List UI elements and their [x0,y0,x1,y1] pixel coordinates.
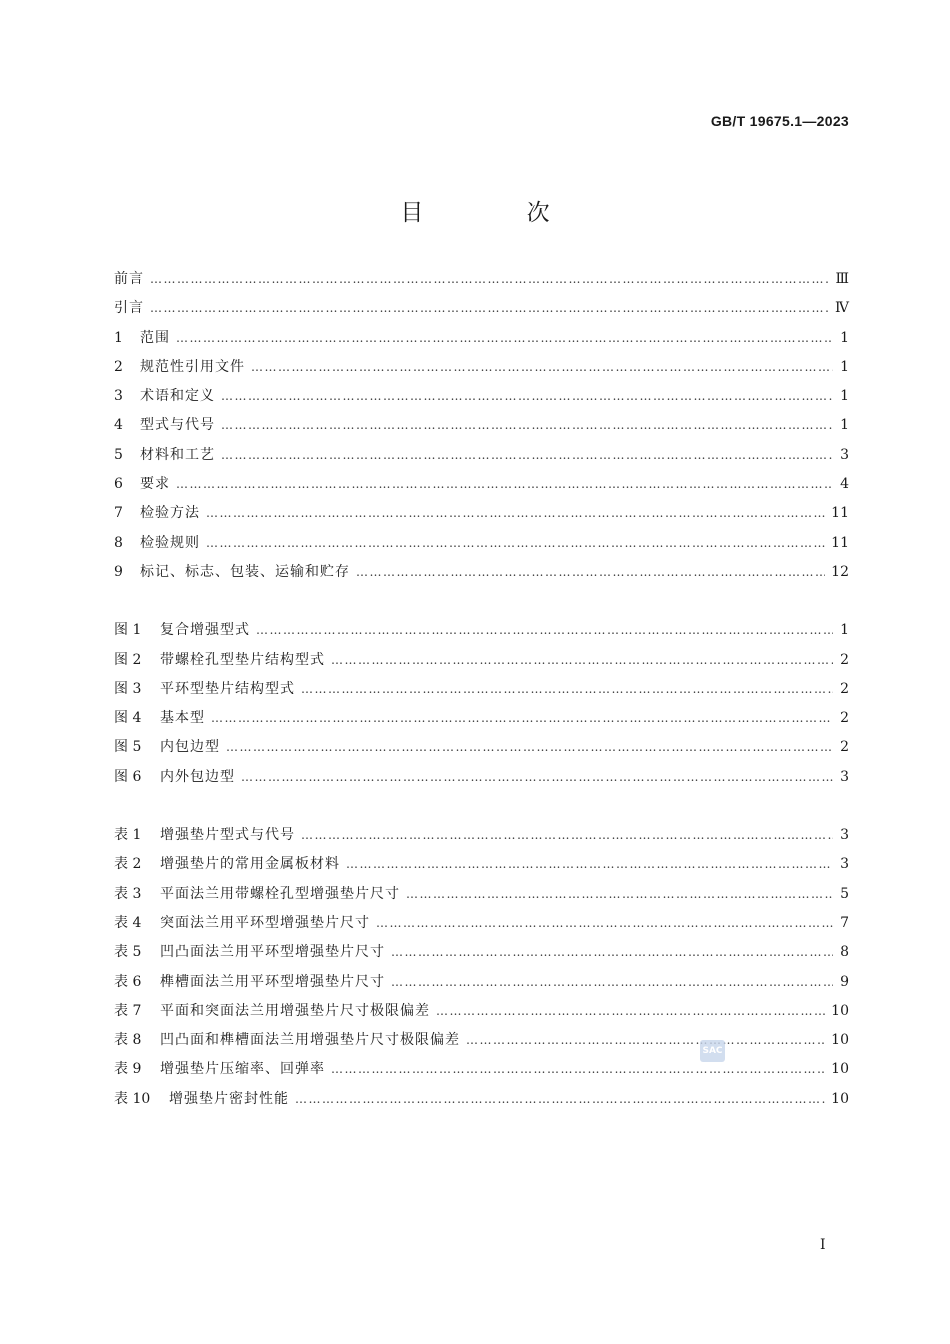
toc-page: 2 [840,651,849,668]
standard-code: GB/T 19675.1—2023 [710,113,849,129]
toc-number: 9 [114,563,123,580]
toc-leader-dots [295,1092,825,1106]
figure-label: 平环型垫片结构型式 [160,680,295,697]
figure-label: 复合增强型式 [160,622,250,639]
table-number: 表 10 [114,1090,151,1107]
table-label: 突面法兰用平环型增强垫片尺寸 [160,914,370,931]
table-label: 增强垫片的常用金属板材料 [160,856,340,873]
toc-page: 10 [831,1061,849,1078]
toc-leader-dots [226,740,833,754]
toc-page: 9 [840,973,849,990]
toc-item-introduction[interactable] [114,297,849,326]
section-gap [114,795,849,824]
table-number: 表 5 [114,944,142,961]
toc-number: 1 [114,329,123,346]
toc-table-5[interactable] [114,941,849,970]
toc-page: Ⅲ [835,271,849,287]
toc-leader-dots [241,770,833,784]
toc-leader-dots [211,711,833,725]
toc-page: 1 [840,358,849,375]
table-number: 表 8 [114,1032,142,1049]
toc-table-6[interactable] [114,971,849,1000]
figure-number: 图 6 [114,768,142,785]
toc-leader-dots [206,506,825,520]
figure-number: 图 2 [114,651,142,668]
toc-leader-dots [436,1004,825,1018]
figure-number: 图 1 [114,622,142,639]
table-number: 表 7 [114,1002,142,1019]
toc-leader-dots [376,916,833,930]
table-number: 表 2 [114,856,142,873]
table-label: 榫槽面法兰用平环型增强垫片尺寸 [160,973,385,990]
table-label: 平面法兰用带螺栓孔型增强垫片尺寸 [160,885,400,902]
toc-page: Ⅳ [835,300,849,317]
toc-leader-dots [221,418,833,432]
toc-page: 8 [840,944,849,961]
toc-item-4[interactable] [114,414,849,443]
toc-page: 10 [831,1090,849,1107]
toc-page: 7 [840,914,849,931]
toc-leader-dots [221,389,833,403]
toc-page: 10 [831,1002,849,1019]
toc-figure-2[interactable] [114,649,849,678]
table-number: 表 4 [114,914,142,931]
toc-label: 要求 [140,476,170,493]
toc-figure-1[interactable] [114,619,849,648]
toc-item-1[interactable] [114,327,849,356]
toc-number: 6 [114,476,123,493]
toc-page: 1 [840,622,849,639]
toc-label: 前言 [114,271,144,287]
toc-page: 11 [831,534,849,551]
toc-number: 3 [114,388,123,405]
toc-page: 2 [840,739,849,756]
toc-leader-dots [176,477,833,491]
toc-label: 规范性引用文件 [140,358,245,375]
toc-leader-dots [256,623,833,637]
figure-number: 图 3 [114,680,142,697]
toc-page: 1 [840,329,849,346]
toc-leader-dots [301,828,833,842]
toc-leader-dots [251,360,833,374]
page-title: 目 次 [400,200,598,226]
table-label: 平面和突面法兰用增强垫片尺寸极限偏差 [160,1002,430,1019]
toc-number: 8 [114,534,123,551]
toc-label: 术语和定义 [140,388,215,405]
toc-leader-dots [176,331,833,345]
toc-page: 1 [840,388,849,405]
figure-label: 内外包边型 [160,768,235,785]
toc-number: 4 [114,417,123,434]
sac-watermark-logo: SAC [700,1040,725,1062]
table-label: 增强垫片密封性能 [169,1090,289,1107]
toc-leader-dots [356,565,825,579]
toc-item-5[interactable] [114,444,849,473]
table-number: 表 1 [114,827,142,844]
figure-label: 内包边型 [160,739,220,756]
toc-leader-dots [221,448,833,462]
toc-figure-4[interactable] [114,707,849,736]
toc-item-foreword[interactable] [114,268,849,297]
toc-page: 1 [840,417,849,434]
toc-table-1[interactable] [114,824,849,853]
table-label: 凹凸面法兰用平环型增强垫片尺寸 [160,944,385,961]
figure-number: 图 4 [114,710,142,727]
toc-leader-dots [331,1062,825,1076]
toc-label: 型式与代号 [140,417,215,434]
toc-page: 3 [840,768,849,785]
toc-page: 4 [840,476,849,493]
toc-table-10[interactable] [114,1088,849,1117]
toc-page: 2 [840,680,849,697]
toc-page: 3 [840,827,849,844]
section-gap [114,590,849,619]
toc-number: 5 [114,446,123,463]
toc-label: 检验方法 [140,505,200,522]
toc-item-3[interactable] [114,385,849,414]
toc-page: 5 [840,885,849,902]
toc-page: 12 [831,563,849,580]
toc-table-8[interactable] [114,1029,849,1058]
toc-table-4[interactable] [114,912,849,941]
toc-leader-dots [346,857,833,871]
toc-page: 2 [840,710,849,727]
table-label: 增强垫片压缩率、回弹率 [160,1061,325,1078]
toc-page: 10 [831,1032,849,1049]
toc-figure-5[interactable] [114,736,849,765]
toc-label: 检验规则 [140,534,200,551]
table-label: 增强垫片型式与代号 [160,827,295,844]
toc-label: 引言 [114,300,144,317]
figure-label: 带螺栓孔型垫片结构型式 [160,651,325,668]
toc-table-7[interactable] [114,1000,849,1029]
toc-item-8[interactable] [114,532,849,561]
page-number: Ⅰ [820,1237,826,1253]
toc-item-6[interactable] [114,473,849,502]
toc-page: 3 [840,446,849,463]
toc-leader-dots [150,301,829,315]
toc-item-2[interactable] [114,356,849,385]
toc-figure-6[interactable] [114,766,849,795]
toc-leader-dots [391,975,833,989]
toc-item-9[interactable] [114,561,849,590]
toc-leader-dots [150,272,829,286]
table-label: 凹凸面和榫槽面法兰用增强垫片尺寸极限偏差 [160,1032,460,1049]
table-number: 表 3 [114,885,142,902]
toc-table-9[interactable] [114,1058,849,1087]
toc-leader-dots [206,536,825,550]
toc-leader-dots [301,682,833,696]
toc-label: 标记、标志、包装、运输和贮存 [140,563,350,580]
figure-number: 图 5 [114,739,142,756]
toc-leader-dots [406,887,833,901]
toc-table-2[interactable] [114,853,849,882]
toc-label: 范围 [140,329,170,346]
toc-item-7[interactable] [114,502,849,531]
toc-figure-3[interactable] [114,678,849,707]
toc-number: 7 [114,505,123,522]
table-number: 表 9 [114,1061,142,1078]
toc-number: 2 [114,358,123,375]
toc-leader-dots [391,945,833,959]
toc-page: 11 [831,505,849,522]
figure-label: 基本型 [160,710,205,727]
table-number: 表 6 [114,973,142,990]
toc-table-3[interactable] [114,883,849,912]
toc-leader-dots [466,1033,825,1047]
table-of-contents [114,268,849,1117]
toc-page: 3 [840,856,849,873]
toc-label: 材料和工艺 [140,446,215,463]
toc-leader-dots [331,653,833,667]
